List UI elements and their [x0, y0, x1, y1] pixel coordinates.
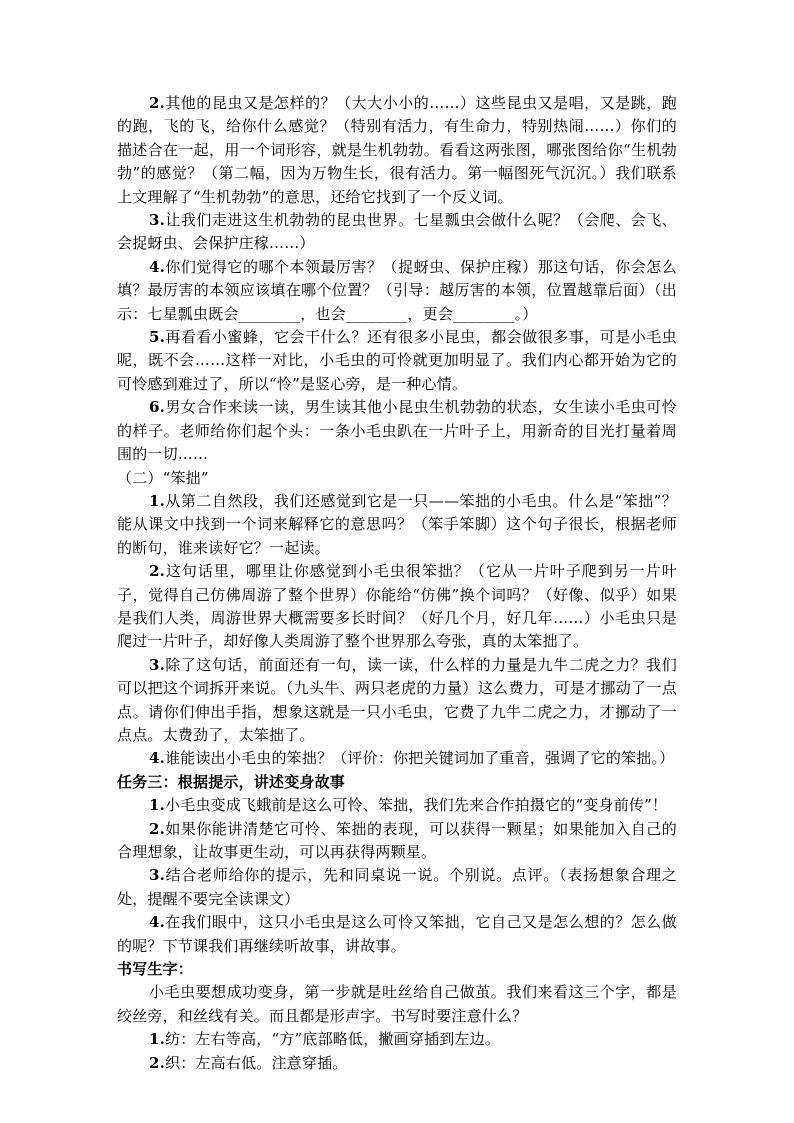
list-item	[117, 209, 677, 256]
task-heading: 任务三：根据提示，讲述变身故事	[117, 772, 346, 791]
item-number: 1.	[149, 491, 166, 510]
list-item	[117, 1052, 677, 1075]
item-number: 2.	[149, 819, 166, 838]
item-text: 除了这句话，前面还有一句，读一读，什么样的力量是九牛二虎之力？我们可以把这个词拆开来说。（九头牛、两只老虎的力量）这么费力，可是才挪动了一点点。请你们伸出手指，想象这就是一只小毛虫，它费了九牛二虎之力，才挪动了一点点。太费劲了，太笨拙了。	[117, 655, 677, 744]
item-text: 纺：左右等高，“方”底部略低，撇画穿插到左边。	[165, 1030, 501, 1049]
section-title: （二）“笨拙”	[117, 468, 209, 487]
item-text: 从第二自然段，我们还感觉到它是一只——笨拙的小毛虫。什么是“笨拙”？能从课文中找到一个词来解释它的意思吗？（笨手笨脚）这个句子很长，根据老师的断句，谁来读好它？一起读。	[117, 491, 677, 557]
item-text: 男女合作来读一读，男生读其他小昆虫生机勃勃的状态，女生读小毛虫可怜的样子。老师给你们起个头：一条小毛虫趴在一片叶子上，用新奇的目光打量着周围的一切……	[117, 398, 677, 464]
list-item	[117, 326, 677, 396]
item-text: 小毛虫变成飞蛾前是这么可怜、笨拙，我们先来合作拍摄它的“变身前传”！	[165, 796, 668, 815]
list-item	[117, 396, 677, 466]
list-item	[117, 794, 677, 817]
item-number: 1.	[149, 1030, 166, 1049]
list-item	[117, 747, 677, 770]
list-item	[117, 911, 677, 958]
item-number: 2.	[149, 94, 166, 112]
item-number: 2.	[149, 562, 166, 581]
item-number: 5.	[149, 328, 166, 347]
list-item	[117, 1028, 677, 1051]
list-item	[117, 654, 677, 748]
item-text: 再看看小蜜蜂，它会干什么？还有很多小昆虫，都会做很多事，可是小毛虫呢，既不会……这样一对比，小毛虫的可怜就更加明显了。我们内心都开始为它的可怜感到难过了，所以“怜”是竖心旁，是一种心情。	[117, 328, 677, 393]
document-body	[117, 92, 677, 1075]
item-number: 4.	[149, 913, 166, 932]
item-text: 让我们走进这生机勃勃的昆虫世界。七星瓢虫会做什么呢？（会爬、会飞、会捉蚜虫、会保护庄稼……）	[117, 211, 677, 253]
item-number: 2.	[149, 1053, 166, 1072]
list-item	[117, 864, 677, 911]
item-number: 1.	[149, 796, 166, 815]
item-text: 你们觉得它的哪个本领最厉害？（捉蚜虫、保护庄稼）那这句话，你会怎么填？最厉害的本领应该填在哪个位置？（引导：越厉害的本领，位置越靠后面）（出示：七星瓢虫既会________，也会________，更会________。）	[117, 257, 677, 323]
item-text: 结合老师给你的提示，先和同桌说一说。个别说。点评。（表扬想象合理之处，提醒不要完全读课文）	[117, 866, 677, 908]
list-item	[117, 818, 677, 865]
item-number: 6.	[149, 398, 166, 417]
item-number: 4.	[149, 749, 166, 768]
item-text: 谁能读出小毛虫的笨拙？（评价：你把关键词加了重音，强调了它的笨拙。）	[165, 749, 675, 768]
item-number: 3.	[149, 655, 166, 674]
list-item	[117, 560, 677, 654]
item-text: 如果你能讲清楚它可怜、笨拙的表现，可以获得一颗星；如果能加入自己的合理想象，让故事更生动，可以再获得两颗星。	[117, 819, 677, 861]
list-item	[117, 490, 677, 560]
writing-heading: 书写生字：	[117, 960, 194, 979]
item-text: 这句话里，哪里让你感觉到小毛虫很笨拙？（它从一片叶子爬到另一片叶子，觉得自己仿佛周游了整个世界）你能给“仿佛”换个词吗？（好像、似乎）如果是我们人类，周游世界大概需要多长时间？（好几个月，好几年……）小毛虫只是爬过一片叶子，却好像人类周游了整个世界那么夸张，真的太笨拙了。	[117, 562, 677, 651]
body-paragraph: 小毛虫要想成功变身，第一步就是吐丝给自己做茧。我们来看这三个字，都是绞丝旁，和丝线有关。而且都是形声字。书写时要注意什么？	[117, 983, 677, 1025]
item-number: 3.	[149, 211, 166, 230]
list-item	[117, 92, 677, 209]
item-text: 织：左高右低。注意穿插。	[165, 1053, 348, 1072]
item-number: 3.	[149, 866, 166, 885]
item-text: 在我们眼中，这只小毛虫是这么可怜又笨拙，它自己又是怎么想的？怎么做的呢？下节课我们再继续听故事，讲故事。	[117, 913, 677, 955]
item-text: 其他的昆虫又是怎样的？（大大小小的……）这些昆虫又是唱，又是跳，跑的跑，飞的飞，给你什么感觉？（特别有活力，有生命力，特别热闹……）你们的描述合在一起，用一个词形容，就是生机勃勃。看看这两张图，哪张图给你“生机勃勃”的感觉？（第二幅，因为万物生长，很有活力。第一幅图死气沉沉。）我们联系上文理解了“生机勃勃”的意思，还给它找到了一个反义词。	[117, 94, 677, 206]
item-number: 4.	[149, 257, 166, 276]
list-item	[117, 256, 677, 326]
